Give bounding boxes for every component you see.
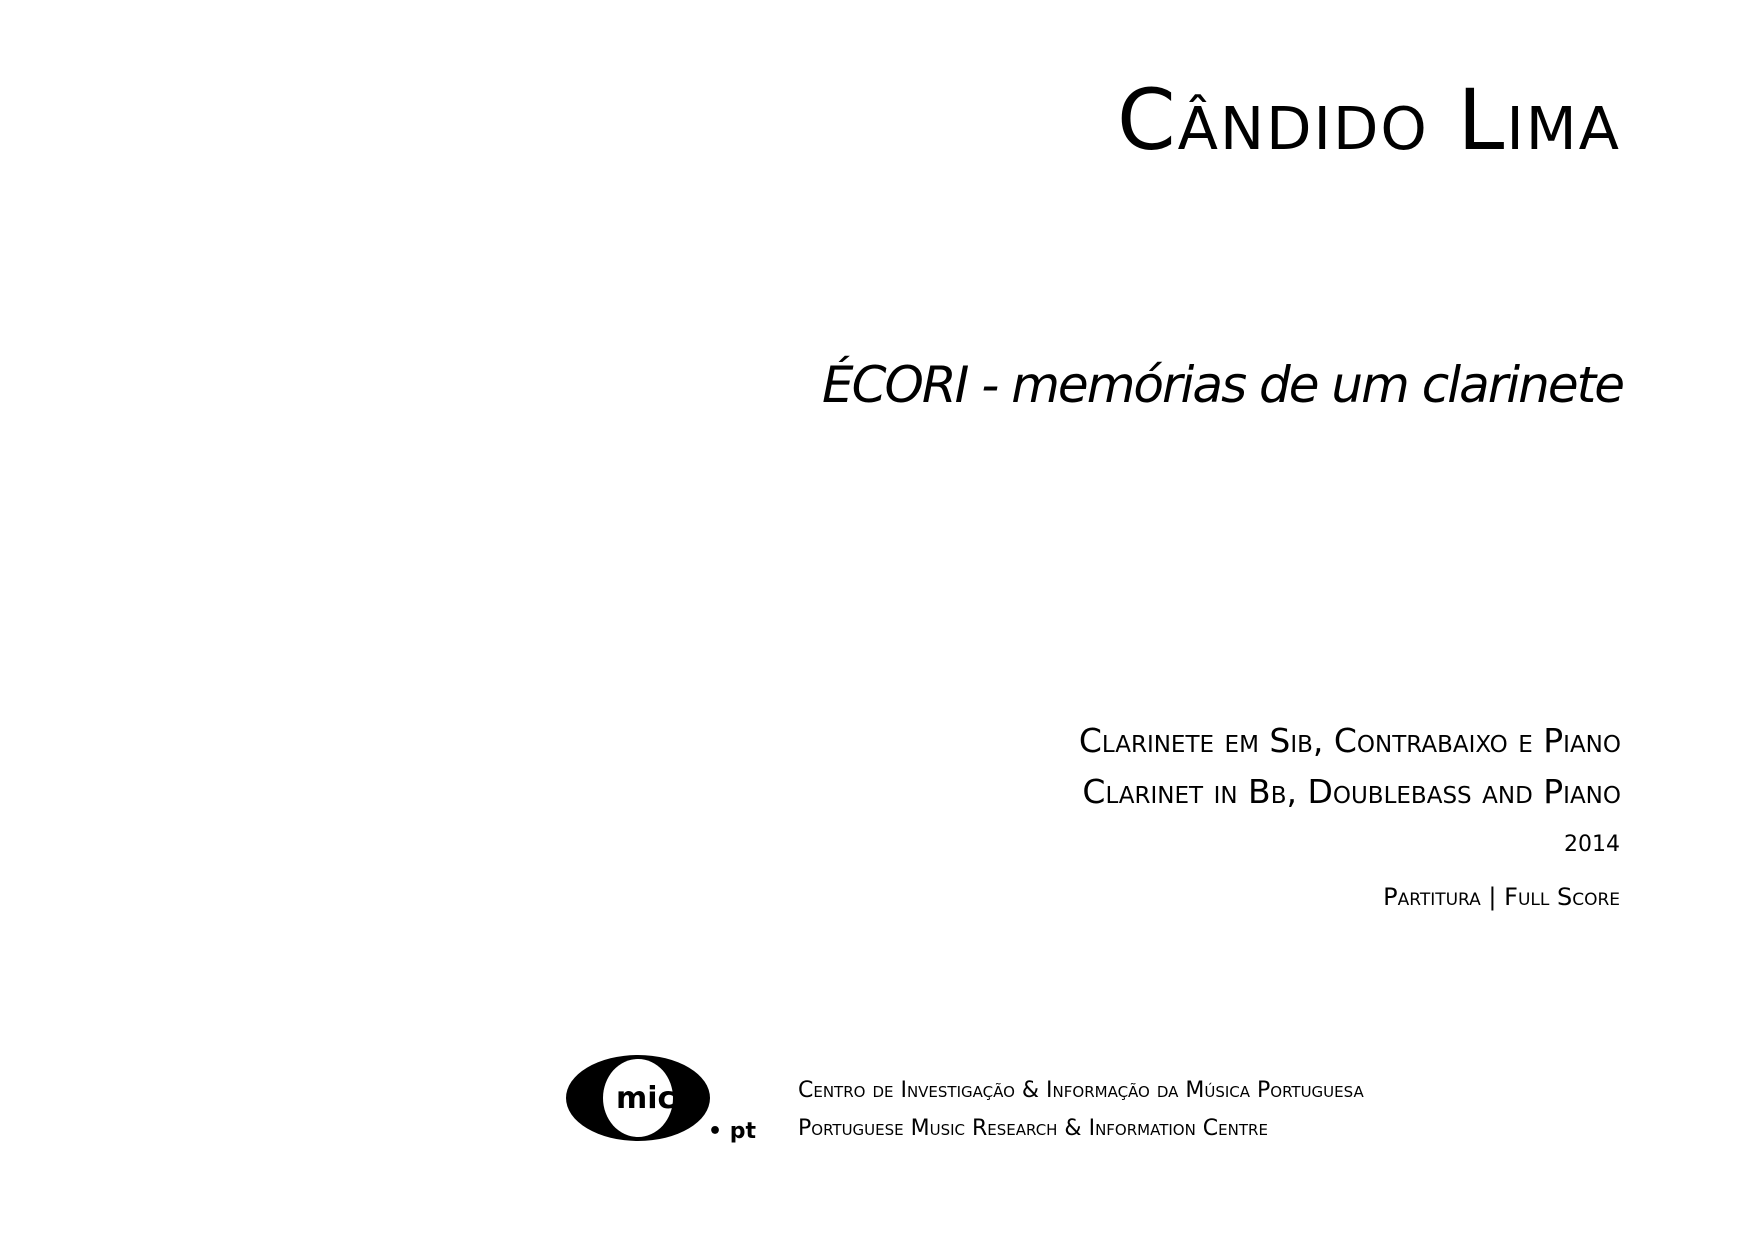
logo-text: mic xyxy=(616,1081,676,1116)
score-type: Partitura | Full Score xyxy=(1383,883,1620,911)
mic-logo xyxy=(562,1050,762,1150)
publisher-name-portuguese: Centro de Investigação & Informação da Música Portuguesa xyxy=(798,1078,1364,1103)
publisher-name-english: Portuguese Music Research & Information Centre xyxy=(798,1116,1268,1141)
instrumentation-portuguese: Clarinete em Sib, Contrabaixo e Piano xyxy=(1078,721,1621,760)
year: 2014 xyxy=(1564,832,1620,857)
logo-suffix: • pt xyxy=(708,1119,756,1144)
instrumentation-english: Clarinet in Bb, Doublebass and Piano xyxy=(1082,772,1621,811)
work-title: ÉCORI - memórias de um clarinete xyxy=(822,356,1623,414)
composer-name: Cândido Lima xyxy=(1116,71,1621,169)
